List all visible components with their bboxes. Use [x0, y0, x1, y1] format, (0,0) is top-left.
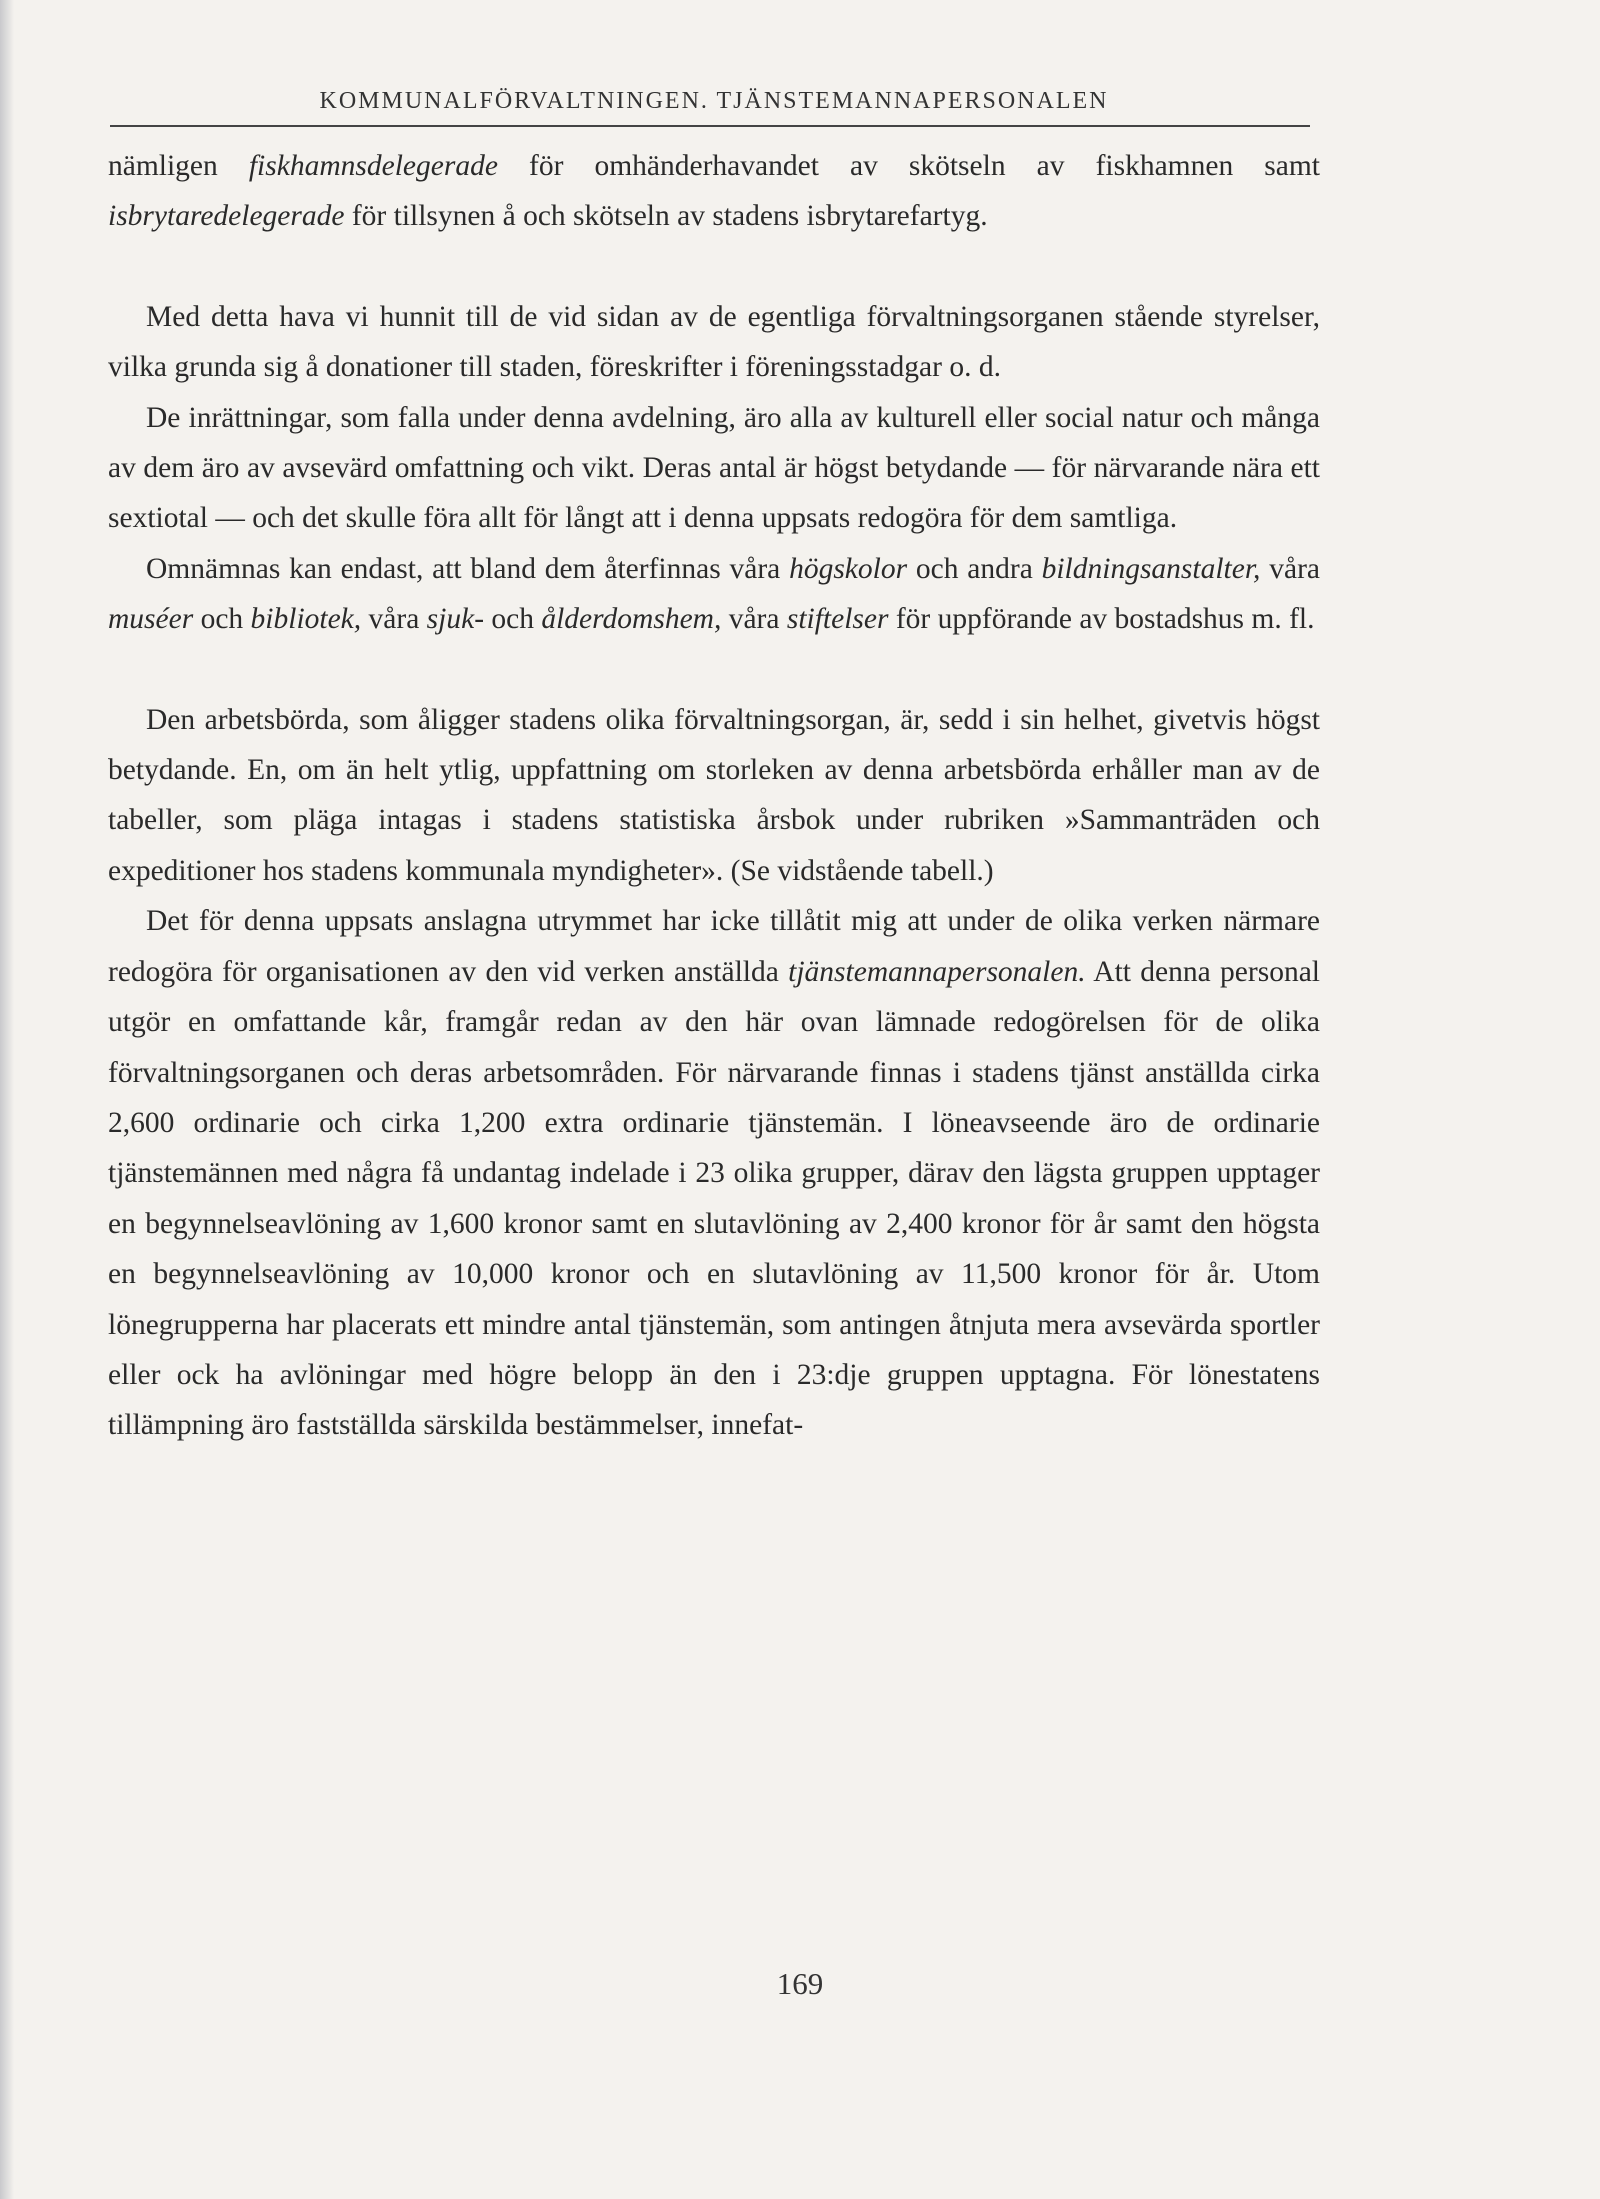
page-edge-shadow — [0, 0, 14, 2199]
text-run: för omhänderhavandet av skötseln av fiskhamnen samt — [497, 150, 1320, 182]
paragraph-6 — [108, 896, 1320, 1450]
running-head: KOMMUNALFÖRVALTNINGEN. TJÄNSTEMANNAPERSONALEN — [319, 88, 1109, 114]
paragraph-3: De inrättningar, som falla under denna avdelning, äro alla av kulturell eller social natur och många av dem äro av avsevärd omfattning och vikt. Deras antal är högst betydande — för närvarande nära ett sextiotal — och det skulle föra allt för långt att i denna uppsats redogöra för dem samtliga. — [108, 401, 1320, 535]
document-page — [108, 88, 1320, 1451]
italic-term: ålderdomshem, — [541, 603, 722, 636]
italic-term: bibliotek, — [250, 603, 362, 636]
italic-term: sjuk- — [426, 603, 485, 636]
italic-term: fiskhamnsdelegerade — [248, 150, 498, 182]
text-run: och — [484, 603, 542, 636]
text-run: våra — [1260, 552, 1321, 585]
text-run: nämligen — [108, 150, 249, 182]
body-text — [108, 141, 1320, 1451]
paragraph-5: Den arbetsbörda, som åligger stadens olika förvaltningsorgan, är, sedd i sin helhet, givetvis högst betydande. En, om än helt ytlig, uppfattning om storleken av denna arbetsbörda erhåller man av de tabeller, som pläga intagas i stadens statistiska årsbok under rubriken »Sammanträden och expeditioner hos stadens kommunala myndigheter». (Se vidstående tabell.) — [108, 703, 1320, 887]
italic-term: högskolor — [789, 552, 908, 585]
text-run: Att denna personal utgör en omfattande kår, framgår redan av den här ovan lämnade redogörelsen för de olika förvaltningsorganen och deras arbetsområden. För närvarande finnas i stadens tjänst anställda cirka 2,600 ordinarie och cirka 1,200 extra ordinarie tjänstemän. I löneavseende äro de ordinarie tjänstemännen med några få undantag indelade i 23 olika grupper, därav den lägsta gruppen upptager en begynnelseavlöning av 1,600 kronor samt en slutavlöning av 2,400 kronor för år samt den högsta en begynnelseavlöning av 10,000 kronor och en slutavlöning av 11,500 kronor för år. Utom lönegrupperna har placerats ett mindre antal tjänstemän, som antingen åtnjuta mera avsevärda sportler eller ock ha avlöningar med högre belopp än den i 23:dje gruppen upptagna. För lönestatens tillämpning äro fastställda särskilda bestämmelser, innefat- — [108, 955, 1320, 1442]
header-rule — [110, 125, 1310, 127]
italic-term: muséer — [108, 603, 194, 636]
italic-term: isbrytaredelegerade — [108, 200, 345, 233]
page-number: 169 — [776, 1966, 824, 2001]
paragraph-gap — [108, 645, 1320, 695]
italic-term: stiftelser — [786, 603, 889, 636]
text-run: våra — [721, 603, 787, 636]
paragraph-4 — [108, 544, 1320, 645]
paragraph-2: Med detta hava vi hunnit till de vid sidan av de egentliga förvaltningsorganen stående styrelser, vilka grunda sig å donationer till staden, föreskrifter i föreningsstadgar o. d. — [108, 300, 1320, 384]
text-run: för uppförande av bostadshus m. fl. — [888, 603, 1315, 636]
text-run: våra — [361, 603, 427, 636]
text-run: för tillsynen å och skötseln av stadens isbrytarefartyg. — [344, 200, 988, 233]
text-run: Det för denna uppsats anslagna utrymmet har icke tillåtit mig att under de olika verken närmare redogöra för organisationen av den vid verken anställda — [108, 905, 1320, 988]
paragraph-gap — [108, 242, 1320, 292]
text-run: Omnämnas kan endast, att bland dem återfinnas våra — [146, 552, 790, 585]
paragraph-1 — [108, 141, 1320, 242]
text-run: och andra — [907, 552, 1042, 585]
italic-term: bildningsanstalter, — [1041, 552, 1261, 585]
text-run: och — [193, 603, 251, 636]
italic-term: tjänstemannapersonalen. — [788, 955, 1086, 988]
